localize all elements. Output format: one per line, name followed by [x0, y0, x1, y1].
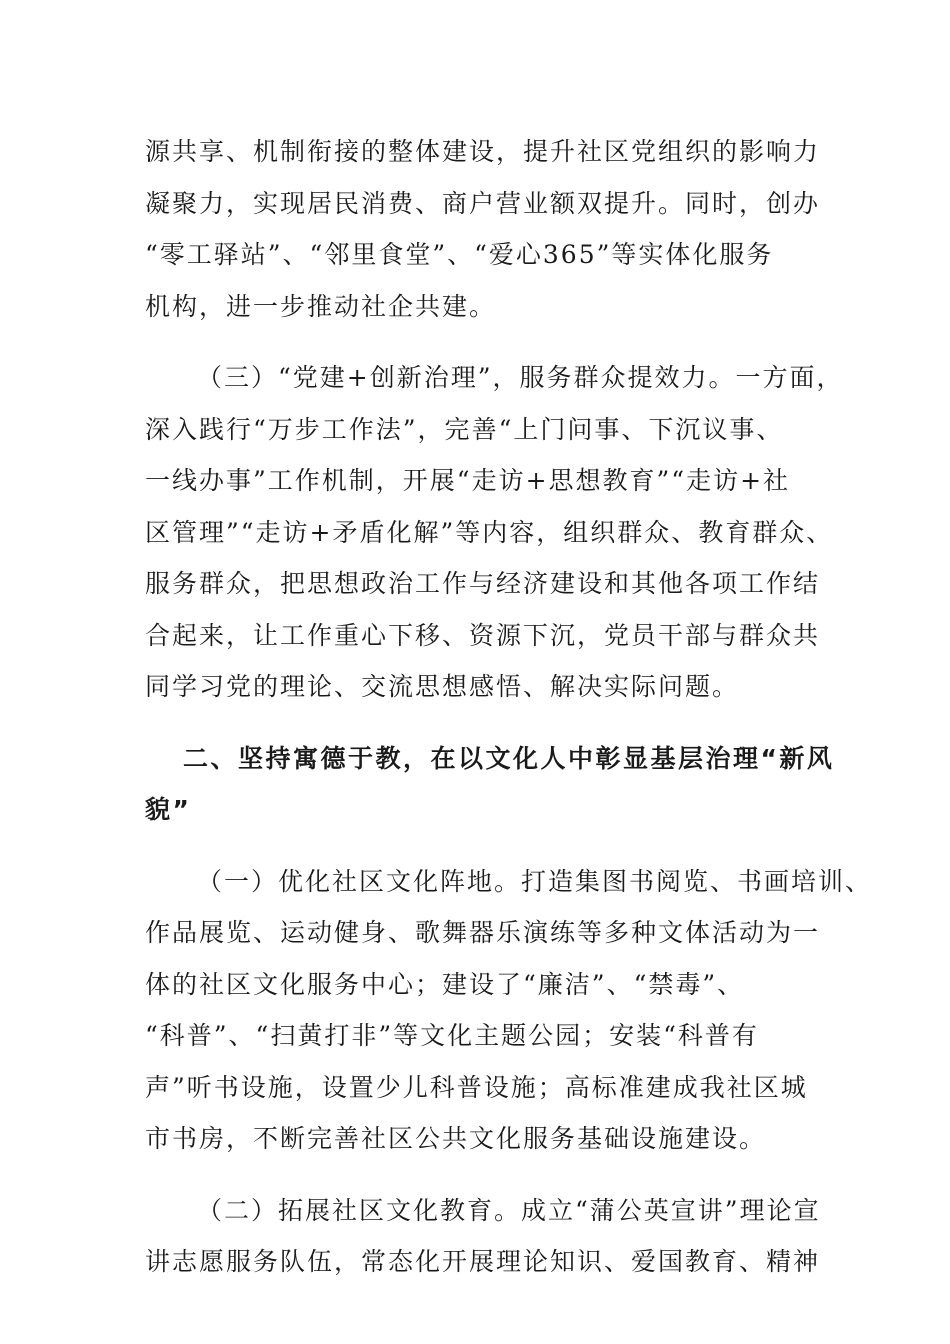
- text-line: 作品展览、运动健身、歌舞器乐演练等多种文体活动为一: [145, 918, 821, 947]
- text-line: 市书房，不断完善社区公共文化服务基础设施建设。: [145, 1124, 767, 1153]
- text-line: 讲志愿服务队伍，常态化开展理论知识、爱国教育、精神: [145, 1247, 821, 1276]
- section-heading: [145, 733, 835, 836]
- paragraph-3: [145, 856, 873, 1165]
- text-line: 合起来，让工作重心下移、资源下沉，党员干部与群众共: [145, 620, 821, 650]
- text-line: （一）优化社区文化阵地。打造集图书阅览、书画培训、: [197, 866, 873, 896]
- paragraph-1: [145, 126, 825, 332]
- text-line: （三）“党建+创新治理”，服务群众提效力。一方面，: [197, 363, 844, 392]
- text-line: 同学习党的理论、交流思想感悟、解决实际问题。: [145, 672, 740, 701]
- text-line: 服务群众，把思想政治工作与经济建设和其他各项工作结: [145, 569, 821, 598]
- document-body: [145, 126, 873, 1308]
- text-line: 机构，进一步推动社企共建。: [145, 291, 497, 321]
- text-line: “科普”、“扫黄打非”等文化主题公园；安装“科普有: [145, 1021, 759, 1050]
- text-line: 凝聚力，实现居民消费、商户营业额双提升。同时，创办: [145, 188, 821, 218]
- text-line: （二）拓展社区文化教育。成立“蒲公英宣讲”理论宣: [197, 1195, 821, 1225]
- text-line: 源共享、机制衔接的整体建设，提升社区党组织的影响力: [145, 137, 821, 166]
- text-line: 区管理”“走访+矛盾化解”等内容，组织群众、教育群众、: [145, 517, 834, 547]
- paragraph-4: [145, 1185, 825, 1288]
- text-line: 一线办事”工作机制，开展“走访+思想教育”“走访+社: [145, 466, 791, 495]
- text-line: 体的社区文化服务中心；建设了“廉洁”、“禁毒”、: [145, 969, 745, 999]
- heading-line: 二、坚持寓德于教，在以文化人中彰显基层治理“新风: [183, 743, 835, 773]
- paragraph-2: [145, 352, 844, 713]
- heading-line: 貌”: [145, 795, 192, 824]
- text-line: 深入践行“万步工作法”，完善“上门问事、下沉议事、: [145, 414, 784, 444]
- text-line: 声”听书设施，设置少儿科普设施；高标准建成我社区城: [145, 1072, 808, 1102]
- text-line: “零工驿站”、“邻里食堂”、“爱心365”等实体化服务: [145, 240, 774, 269]
